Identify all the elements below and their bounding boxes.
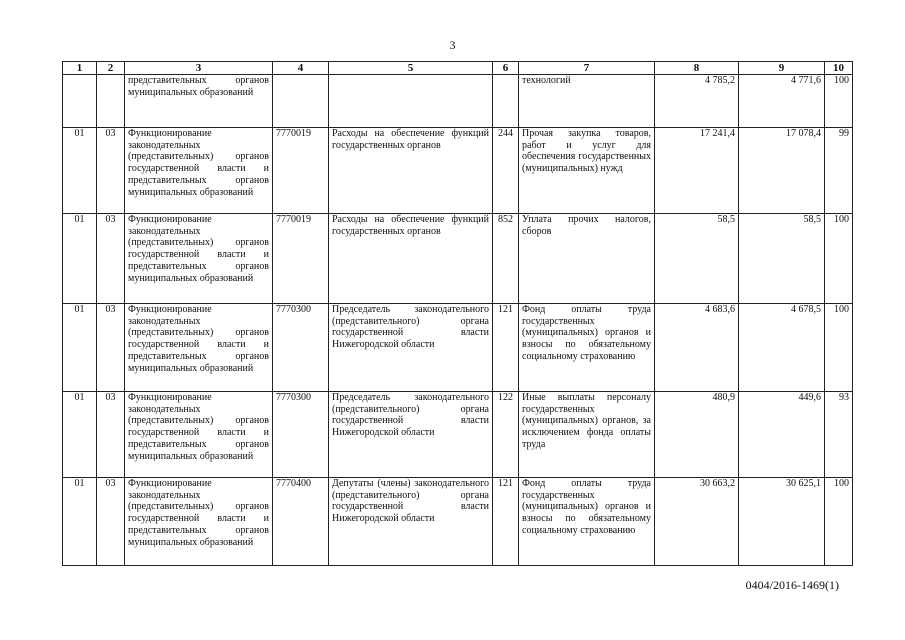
section-cell: 01	[63, 478, 97, 566]
target-name-cell	[329, 75, 493, 128]
section-cell: 01	[63, 304, 97, 392]
expense-name-cell: Фонд оплаты труда государственных (муниципальных) органов и взносы по обязательному социальному страхованию	[519, 478, 655, 566]
section-cell: 01	[63, 128, 97, 214]
approved-amount-cell: 4 683,6	[655, 304, 739, 392]
section-name-cell: Функционирование законодательных (представительных) органов государственной власти и представительных органов муниципальных образований	[125, 304, 273, 392]
subsection-cell: 03	[97, 304, 125, 392]
header-cell: 4	[273, 62, 329, 75]
target-name-cell: Расходы на обеспечение функций государственных органов	[329, 128, 493, 214]
expense-name-cell: технологий	[519, 75, 655, 128]
approved-amount-cell: 30 663,2	[655, 478, 739, 566]
executed-amount-cell: 4 771,6	[739, 75, 825, 128]
percent-cell: 100	[825, 478, 853, 566]
expense-name-cell: Уплата прочих налогов, сборов	[519, 214, 655, 304]
target-code-cell: 7770400	[273, 478, 329, 566]
subsection-cell: 03	[97, 478, 125, 566]
percent-cell: 100	[825, 304, 853, 392]
target-name-cell: Председатель законодательного (представительного) органа государственной власти Нижегородской области	[329, 304, 493, 392]
section-cell: 01	[63, 392, 97, 478]
expense-name-cell: Иные выплаты персоналу государственных (муниципальных) органов, за исключением фонда оплаты труда	[519, 392, 655, 478]
section-name-cell: Функционирование законодательных (представительных) органов государственной власти и представительных органов муниципальных образований	[125, 392, 273, 478]
target-code-cell	[273, 75, 329, 128]
target-code-cell: 7770300	[273, 304, 329, 392]
table-row	[63, 214, 853, 304]
budget-table	[62, 61, 853, 566]
percent-cell: 100	[825, 75, 853, 128]
table-row	[63, 128, 853, 214]
header-row	[63, 62, 853, 75]
target-name-cell: Депутаты (члены) законодательного (представительного) органа государственной власти Нижегородской области	[329, 478, 493, 566]
target-code-cell: 7770300	[273, 392, 329, 478]
section-name-cell: представительных органов муниципальных образований	[125, 75, 273, 128]
approved-amount-cell: 58,5	[655, 214, 739, 304]
header-cell: 7	[519, 62, 655, 75]
section-name-cell: Функционирование законодательных (представительных) органов государственной власти и представительных органов муниципальных образований	[125, 478, 273, 566]
approved-amount-cell: 4 785,2	[655, 75, 739, 128]
expense-type-cell: 122	[493, 392, 519, 478]
continuation-row	[63, 75, 853, 128]
expense-type-cell: 121	[493, 478, 519, 566]
section-name-cell: Функционирование законодательных (представительных) органов государственной власти и представительных органов муниципальных образований	[125, 128, 273, 214]
expense-name-cell: Фонд оплаты труда государственных (муниципальных) органов и взносы по обязательному социальному страхованию	[519, 304, 655, 392]
header-cell: 3	[125, 62, 273, 75]
header-cell: 2	[97, 62, 125, 75]
header-cell: 1	[63, 62, 97, 75]
target-code-cell: 7770019	[273, 128, 329, 214]
expense-type-cell: 852	[493, 214, 519, 304]
header-cell: 8	[655, 62, 739, 75]
percent-cell: 99	[825, 128, 853, 214]
table-row	[63, 478, 853, 566]
table-row	[63, 304, 853, 392]
executed-amount-cell: 30 625,1	[739, 478, 825, 566]
subsection-cell	[97, 75, 125, 128]
header-cell: 9	[739, 62, 825, 75]
expense-type-cell: 244	[493, 128, 519, 214]
percent-cell: 93	[825, 392, 853, 478]
executed-amount-cell: 58,5	[739, 214, 825, 304]
percent-cell: 100	[825, 214, 853, 304]
subsection-cell: 03	[97, 392, 125, 478]
subsection-cell: 03	[97, 128, 125, 214]
page-number: 3	[449, 38, 456, 52]
executed-amount-cell: 4 678,5	[739, 304, 825, 392]
target-name-cell: Председатель законодательного (представительного) органа государственной власти Нижегородской области	[329, 392, 493, 478]
header-cell: 10	[825, 62, 853, 75]
section-name-cell: Функционирование законодательных (представительных) органов государственной власти и представительных органов муниципальных образований	[125, 214, 273, 304]
header-cell: 5	[329, 62, 493, 75]
subsection-cell: 03	[97, 214, 125, 304]
header-cell: 6	[493, 62, 519, 75]
section-cell: 01	[63, 214, 97, 304]
expense-type-cell	[493, 75, 519, 128]
expense-type-cell: 121	[493, 304, 519, 392]
target-code-cell: 7770019	[273, 214, 329, 304]
target-name-cell: Расходы на обеспечение функций государственных органов	[329, 214, 493, 304]
executed-amount-cell: 17 078,4	[739, 128, 825, 214]
document-code: 0404/2016-1469(1)	[745, 578, 839, 592]
approved-amount-cell: 480,9	[655, 392, 739, 478]
expense-name-cell: Прочая закупка товаров, работ и услуг для обеспечения государственных (муниципальных) нужд	[519, 128, 655, 214]
approved-amount-cell: 17 241,4	[655, 128, 739, 214]
section-cell	[63, 75, 97, 128]
table-row	[63, 392, 853, 478]
executed-amount-cell: 449,6	[739, 392, 825, 478]
